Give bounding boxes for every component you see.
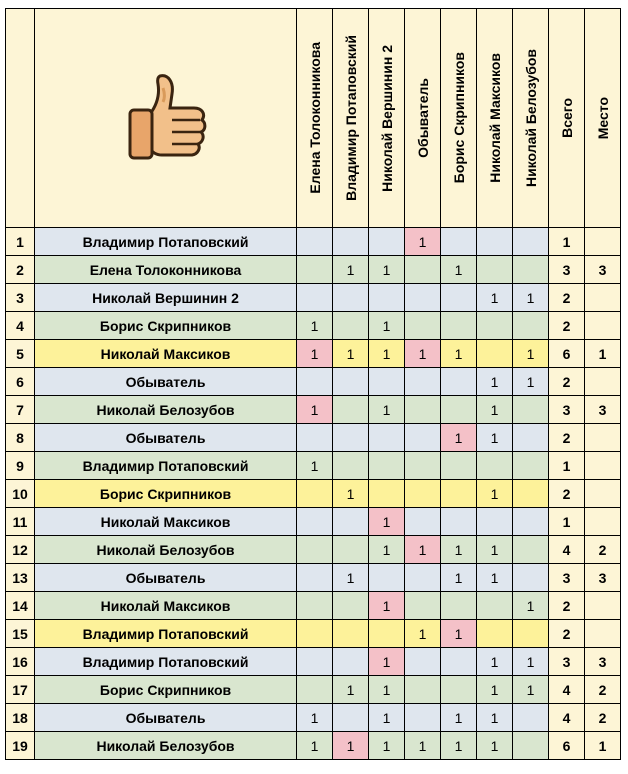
row-number: 7 bbox=[6, 396, 35, 424]
vote-cell bbox=[333, 424, 369, 452]
row-number: 6 bbox=[6, 368, 35, 396]
vote-cell: 1 bbox=[297, 452, 333, 480]
vote-cell: 1 bbox=[369, 592, 405, 620]
row-total: 3 bbox=[549, 564, 585, 592]
vote-cell bbox=[333, 284, 369, 312]
vote-cell bbox=[333, 620, 369, 648]
column-header: Николай Вершинин 2 bbox=[369, 9, 405, 228]
row-place: 3 bbox=[585, 648, 621, 676]
table-row bbox=[6, 480, 621, 508]
vote-cell bbox=[477, 340, 513, 368]
vote-cell: 1 bbox=[369, 340, 405, 368]
vote-cell: 1 bbox=[405, 620, 441, 648]
row-place bbox=[585, 424, 621, 452]
vote-cell bbox=[333, 368, 369, 396]
vote-cell: 1 bbox=[477, 396, 513, 424]
vote-cell bbox=[477, 452, 513, 480]
vote-cell: 1 bbox=[369, 648, 405, 676]
vote-cell bbox=[477, 256, 513, 284]
vote-cell bbox=[513, 620, 549, 648]
vote-cell: 1 bbox=[369, 508, 405, 536]
vote-cell: 1 bbox=[477, 704, 513, 732]
vote-cell: 1 bbox=[441, 732, 477, 760]
vote-cell: 1 bbox=[369, 676, 405, 704]
row-number: 13 bbox=[6, 564, 35, 592]
vote-cell: 1 bbox=[405, 340, 441, 368]
row-name: Владимир Потаповский bbox=[35, 648, 297, 676]
row-total: 6 bbox=[549, 340, 585, 368]
row-name: Николай Белозубов bbox=[35, 536, 297, 564]
row-number: 17 bbox=[6, 676, 35, 704]
column-header: Обыватель bbox=[405, 9, 441, 228]
row-total: 2 bbox=[549, 592, 585, 620]
vote-cell: 1 bbox=[405, 732, 441, 760]
table-row bbox=[6, 704, 621, 732]
vote-cell bbox=[441, 480, 477, 508]
vote-cell bbox=[513, 396, 549, 424]
row-place bbox=[585, 368, 621, 396]
vote-cell: 1 bbox=[369, 256, 405, 284]
vote-cell bbox=[297, 508, 333, 536]
voting-table bbox=[5, 8, 621, 760]
vote-cell bbox=[513, 424, 549, 452]
vote-cell bbox=[333, 508, 369, 536]
vote-cell bbox=[297, 228, 333, 256]
vote-cell bbox=[405, 424, 441, 452]
vote-cell: 1 bbox=[369, 312, 405, 340]
row-total: 3 bbox=[549, 396, 585, 424]
vote-cell bbox=[297, 676, 333, 704]
row-name: Николай Белозубов bbox=[35, 396, 297, 424]
table-row bbox=[6, 620, 621, 648]
vote-cell bbox=[441, 312, 477, 340]
vote-cell: 1 bbox=[513, 676, 549, 704]
vote-cell bbox=[405, 368, 441, 396]
vote-cell: 1 bbox=[333, 564, 369, 592]
vote-cell bbox=[477, 312, 513, 340]
vote-cell: 1 bbox=[297, 396, 333, 424]
row-place: 3 bbox=[585, 396, 621, 424]
vote-cell bbox=[333, 648, 369, 676]
vote-cell bbox=[405, 676, 441, 704]
vote-cell bbox=[405, 480, 441, 508]
vote-cell: 1 bbox=[477, 536, 513, 564]
vote-cell: 1 bbox=[441, 424, 477, 452]
row-place bbox=[585, 620, 621, 648]
row-name: Николай Максиков bbox=[35, 340, 297, 368]
column-header: Борис Скрипников bbox=[441, 9, 477, 228]
row-number: 9 bbox=[6, 452, 35, 480]
vote-cell: 1 bbox=[513, 340, 549, 368]
vote-cell: 1 bbox=[441, 536, 477, 564]
vote-cell: 1 bbox=[369, 396, 405, 424]
row-place bbox=[585, 508, 621, 536]
row-number: 8 bbox=[6, 424, 35, 452]
row-number: 12 bbox=[6, 536, 35, 564]
vote-cell: 1 bbox=[477, 368, 513, 396]
row-total: 2 bbox=[549, 480, 585, 508]
vote-cell bbox=[369, 228, 405, 256]
table-row bbox=[6, 676, 621, 704]
vote-cell: 1 bbox=[441, 340, 477, 368]
row-total: 1 bbox=[549, 228, 585, 256]
vote-cell bbox=[441, 368, 477, 396]
row-total: 1 bbox=[549, 508, 585, 536]
vote-cell: 1 bbox=[333, 732, 369, 760]
row-total: 2 bbox=[549, 368, 585, 396]
vote-cell: 1 bbox=[477, 732, 513, 760]
row-total: 2 bbox=[549, 620, 585, 648]
row-number: 19 bbox=[6, 732, 35, 760]
vote-cell bbox=[297, 424, 333, 452]
table-row bbox=[6, 648, 621, 676]
vote-cell bbox=[441, 284, 477, 312]
table-row bbox=[6, 368, 621, 396]
row-place: 1 bbox=[585, 340, 621, 368]
vote-cell bbox=[369, 452, 405, 480]
vote-cell bbox=[333, 228, 369, 256]
vote-cell: 1 bbox=[513, 284, 549, 312]
row-name: Николай Белозубов bbox=[35, 732, 297, 760]
row-total: 2 bbox=[549, 284, 585, 312]
vote-cell bbox=[513, 732, 549, 760]
vote-cell bbox=[405, 256, 441, 284]
vote-cell bbox=[405, 284, 441, 312]
table-row bbox=[6, 452, 621, 480]
row-place bbox=[585, 228, 621, 256]
row-total: 4 bbox=[549, 536, 585, 564]
vote-cell bbox=[513, 256, 549, 284]
row-name: Николай Максиков bbox=[35, 508, 297, 536]
vote-cell bbox=[441, 508, 477, 536]
column-header: Елена Толоконникова bbox=[297, 9, 333, 228]
vote-cell bbox=[441, 592, 477, 620]
row-place bbox=[585, 284, 621, 312]
vote-cell: 1 bbox=[441, 256, 477, 284]
vote-cell: 1 bbox=[513, 648, 549, 676]
vote-cell bbox=[513, 228, 549, 256]
row-name: Николай Максиков bbox=[35, 592, 297, 620]
vote-cell bbox=[405, 592, 441, 620]
vote-cell bbox=[405, 648, 441, 676]
row-place: 1 bbox=[585, 732, 621, 760]
vote-cell bbox=[405, 704, 441, 732]
vote-cell: 1 bbox=[477, 424, 513, 452]
vote-cell bbox=[441, 648, 477, 676]
vote-cell bbox=[513, 536, 549, 564]
corner-cell bbox=[6, 9, 35, 228]
row-name: Владимир Потаповский bbox=[35, 452, 297, 480]
table-row bbox=[6, 592, 621, 620]
row-name: Николай Вершинин 2 bbox=[35, 284, 297, 312]
vote-cell: 1 bbox=[477, 480, 513, 508]
row-total: 4 bbox=[549, 676, 585, 704]
row-name: Обыватель bbox=[35, 564, 297, 592]
table-row bbox=[6, 564, 621, 592]
vote-cell bbox=[513, 508, 549, 536]
table-row bbox=[6, 424, 621, 452]
row-place: 3 bbox=[585, 256, 621, 284]
vote-cell: 1 bbox=[369, 732, 405, 760]
row-name: Борис Скрипников bbox=[35, 480, 297, 508]
thumbs-up-icon bbox=[116, 68, 216, 168]
row-name: Обыватель bbox=[35, 704, 297, 732]
table-row bbox=[6, 312, 621, 340]
vote-cell bbox=[297, 536, 333, 564]
vote-cell bbox=[441, 396, 477, 424]
vote-cell: 1 bbox=[477, 648, 513, 676]
row-place bbox=[585, 312, 621, 340]
row-name: Владимир Потаповский bbox=[35, 228, 297, 256]
row-place bbox=[585, 452, 621, 480]
vote-cell bbox=[405, 508, 441, 536]
vote-cell bbox=[369, 284, 405, 312]
header-row bbox=[6, 9, 621, 228]
vote-cell bbox=[405, 564, 441, 592]
column-header: Владимир Потаповский bbox=[333, 9, 369, 228]
table-row bbox=[6, 340, 621, 368]
vote-cell bbox=[513, 704, 549, 732]
vote-cell bbox=[441, 452, 477, 480]
vote-cell bbox=[333, 396, 369, 424]
row-number: 5 bbox=[6, 340, 35, 368]
vote-cell: 1 bbox=[405, 228, 441, 256]
vote-cell bbox=[297, 592, 333, 620]
vote-cell bbox=[405, 452, 441, 480]
vote-cell bbox=[513, 452, 549, 480]
place-header: Место bbox=[585, 9, 621, 228]
vote-cell: 1 bbox=[477, 284, 513, 312]
vote-cell bbox=[405, 312, 441, 340]
vote-cell bbox=[297, 256, 333, 284]
vote-cell bbox=[405, 396, 441, 424]
row-total: 2 bbox=[549, 424, 585, 452]
row-number: 16 bbox=[6, 648, 35, 676]
vote-cell bbox=[369, 368, 405, 396]
row-number: 3 bbox=[6, 284, 35, 312]
picture-cell bbox=[35, 9, 297, 228]
vote-cell bbox=[297, 648, 333, 676]
row-place: 2 bbox=[585, 704, 621, 732]
vote-cell bbox=[333, 452, 369, 480]
row-place bbox=[585, 480, 621, 508]
vote-cell: 1 bbox=[297, 732, 333, 760]
vote-cell bbox=[297, 480, 333, 508]
row-total: 3 bbox=[549, 648, 585, 676]
row-number: 2 bbox=[6, 256, 35, 284]
vote-cell bbox=[441, 676, 477, 704]
vote-cell: 1 bbox=[477, 564, 513, 592]
vote-cell: 1 bbox=[297, 340, 333, 368]
table-row bbox=[6, 228, 621, 256]
vote-cell bbox=[477, 508, 513, 536]
row-place: 2 bbox=[585, 536, 621, 564]
vote-cell: 1 bbox=[333, 340, 369, 368]
row-name: Елена Толоконникова bbox=[35, 256, 297, 284]
vote-cell bbox=[369, 424, 405, 452]
table-row bbox=[6, 536, 621, 564]
vote-cell bbox=[369, 564, 405, 592]
row-total: 3 bbox=[549, 256, 585, 284]
vote-cell: 1 bbox=[369, 536, 405, 564]
row-name: Борис Скрипников bbox=[35, 676, 297, 704]
vote-cell: 1 bbox=[441, 704, 477, 732]
row-number: 11 bbox=[6, 508, 35, 536]
table-row bbox=[6, 732, 621, 760]
row-name: Владимир Потаповский bbox=[35, 620, 297, 648]
vote-cell: 1 bbox=[369, 704, 405, 732]
row-name: Обыватель bbox=[35, 368, 297, 396]
vote-cell bbox=[513, 564, 549, 592]
table-row bbox=[6, 508, 621, 536]
vote-cell bbox=[297, 620, 333, 648]
row-number: 10 bbox=[6, 480, 35, 508]
vote-cell: 1 bbox=[513, 368, 549, 396]
vote-cell: 1 bbox=[405, 536, 441, 564]
total-header: Всего bbox=[549, 9, 585, 228]
table-row bbox=[6, 396, 621, 424]
vote-cell: 1 bbox=[297, 704, 333, 732]
vote-cell bbox=[477, 592, 513, 620]
row-total: 4 bbox=[549, 704, 585, 732]
row-number: 15 bbox=[6, 620, 35, 648]
column-header: Николай Максиков bbox=[477, 9, 513, 228]
row-total: 2 bbox=[549, 312, 585, 340]
vote-cell bbox=[441, 228, 477, 256]
row-total: 6 bbox=[549, 732, 585, 760]
vote-cell bbox=[513, 480, 549, 508]
vote-cell bbox=[333, 536, 369, 564]
vote-cell bbox=[477, 620, 513, 648]
table-body bbox=[6, 228, 621, 760]
vote-cell: 1 bbox=[333, 256, 369, 284]
column-header: Николай Белозубов bbox=[513, 9, 549, 228]
vote-cell: 1 bbox=[297, 312, 333, 340]
row-total: 1 bbox=[549, 452, 585, 480]
vote-cell: 1 bbox=[477, 676, 513, 704]
row-name: Обыватель bbox=[35, 424, 297, 452]
vote-cell: 1 bbox=[441, 564, 477, 592]
vote-cell bbox=[369, 480, 405, 508]
vote-cell: 1 bbox=[513, 592, 549, 620]
vote-cell bbox=[369, 620, 405, 648]
vote-cell bbox=[297, 368, 333, 396]
row-place: 2 bbox=[585, 676, 621, 704]
row-place bbox=[585, 592, 621, 620]
row-number: 4 bbox=[6, 312, 35, 340]
row-number: 18 bbox=[6, 704, 35, 732]
table-row bbox=[6, 284, 621, 312]
vote-cell bbox=[297, 564, 333, 592]
vote-cell: 1 bbox=[441, 620, 477, 648]
vote-cell bbox=[297, 284, 333, 312]
row-place: 3 bbox=[585, 564, 621, 592]
vote-cell: 1 bbox=[333, 480, 369, 508]
vote-cell bbox=[333, 312, 369, 340]
vote-cell bbox=[333, 704, 369, 732]
table-row bbox=[6, 256, 621, 284]
row-number: 14 bbox=[6, 592, 35, 620]
vote-cell bbox=[333, 592, 369, 620]
vote-cell bbox=[477, 228, 513, 256]
vote-cell: 1 bbox=[333, 676, 369, 704]
row-name: Борис Скрипников bbox=[35, 312, 297, 340]
row-number: 1 bbox=[6, 228, 35, 256]
vote-cell bbox=[513, 312, 549, 340]
